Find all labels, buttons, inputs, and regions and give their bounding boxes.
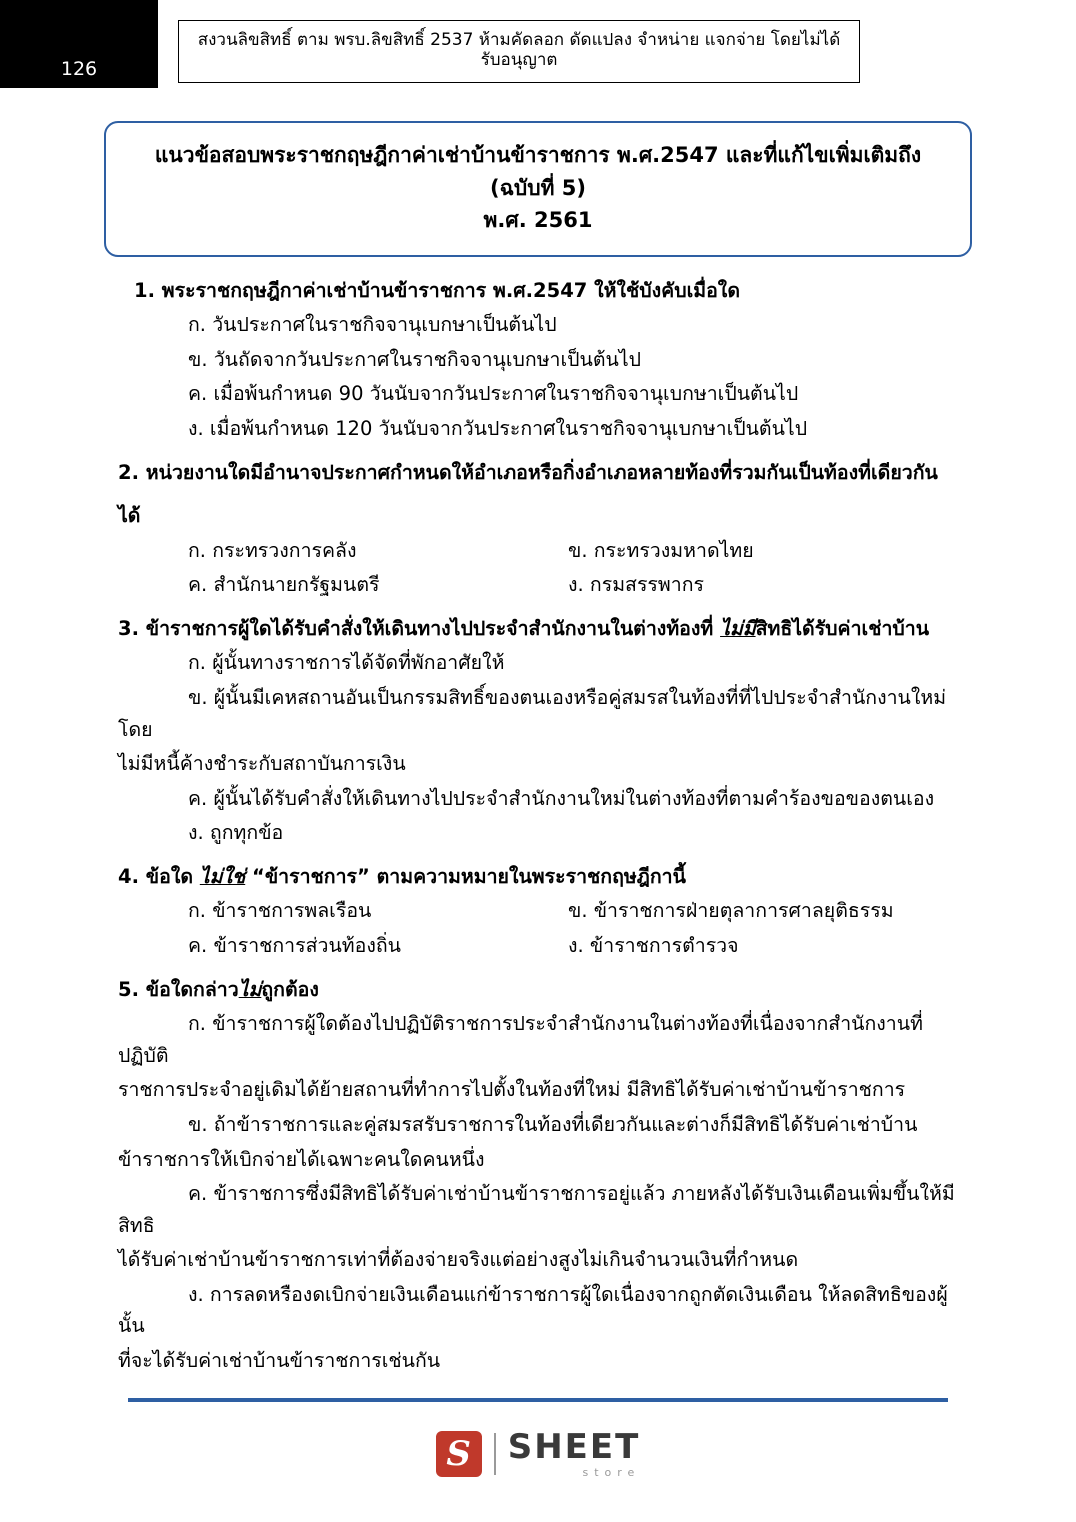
question-4-text-part3: ตามความหมายในพระราชกฤษฎีกานี้ (376, 864, 686, 888)
question-5-text-part2: ถูกต้อง (261, 977, 319, 1001)
question-3-option-a: ก. ผู้นั้นทางราชการได้จัดที่พักอาศัยให้ (188, 651, 505, 675)
question-1-option-b: ข. วันถัดจากวันประกาศในราชกิจจานุเบกษาเป็นต้นไป (188, 347, 642, 371)
question-2-text-line1: หน่วยงานใดมีอำนาจประกาศกำหนดให้อำเภอหรือกิ่งอำเภอหลายท้องที่รวมกันเป็นท้องที่เดียวกัน (145, 460, 938, 484)
question-3-option-b (118, 682, 958, 745)
question-5 (118, 974, 958, 1006)
question-2-option-a: ก. กระทรวงการคลัง (188, 538, 357, 562)
page-number: 126 (0, 0, 158, 88)
question-4-text-part1: ข้อใด (145, 864, 200, 888)
question-2-number: 2. (118, 460, 139, 484)
question-4-emphasis: ไม่ใช่ (199, 864, 246, 888)
question-3-option-b-line1: ข. ผู้นั้นมีเคหสถานอันเป็นกรรมสิทธิ์ของตนเองหรือคู่สมรสในท้องที่ที่ไปประจำสำนักงานใหม่โดย (118, 686, 947, 741)
question-3 (118, 613, 958, 645)
document-title (104, 121, 972, 257)
question-2-option-b: ข. กระทรวงมหาดไทย (568, 538, 754, 562)
question-1 (118, 275, 958, 307)
question-2-options-row-1 (118, 535, 958, 567)
question-2-option-d: ง. กรมสรรพากร (568, 573, 704, 597)
question-1-option-c: ค. เมื่อพ้นกำหนด 90 วันนับจากวันประกาศในราชกิจจานุเบกษาเป็นต้นไป (188, 382, 799, 406)
question-5-option-c-line2: ได้รับค่าเช่าบ้านข้าราชการเท่าที่ต้องจ่ายจริงแต่อย่างสูงไม่เกินจำนวนเงินที่กำหนด (118, 1248, 799, 1272)
question-2-option-c: ค. สำนักนายกรัฐมนตรี (188, 573, 380, 597)
question-2-text-line2: ได้ (118, 504, 141, 528)
question-5-option-b-line2: ข้าราชการให้เบิกจ่ายได้เฉพาะคนใดคนหนึ่ง (118, 1147, 485, 1171)
question-3-option-c: ค. ผู้นั้นได้รับคำสั่งให้เดินทางไปประจำสำนักงานใหม่ในต่างท้องที่ตามคำร้องขอของตนเอง (188, 786, 935, 810)
logo-subword: store (582, 1466, 641, 1479)
question-5-option-a: ก. ข้าราชการผู้ใดต้องไปปฏิบัติราชการประจำสำนักงานในต่างท้องที่เนื่องจากสำนักงานที่ปฏิบัติ (118, 1012, 923, 1067)
footer-logo (0, 1427, 1076, 1479)
question-2 (118, 457, 958, 489)
question-1-number: 1. (134, 278, 155, 302)
question-4-option-b: ข. ข้าราชการฝ่ายตุลาการศาลยุติธรรม (568, 899, 894, 923)
question-5-text-part1: ข้อใดกล่าว (145, 977, 239, 1001)
sheet-store-logo-icon: S (436, 1431, 482, 1477)
exam-questions (118, 275, 958, 1377)
question-3-option-b-line2: ไม่มีหนี้ค้างชำระกับสถาบันการเงิน (118, 752, 406, 776)
question-3-emphasis: ไม่มี (720, 616, 756, 640)
question-4-text-part2: “ข้าราชการ” (245, 864, 377, 888)
document-title-line1: แนวข้อสอบพระราชกฤษฎีกาค่าเช่าบ้านข้าราชการ พ.ศ.2547 และที่แก้ไขเพิ่มเติมถึง (ฉบับที่ 5) (154, 143, 922, 200)
question-3-text-part2: สิทธิได้รับค่าเช่าบ้าน (755, 616, 930, 640)
question-2-options-row-2 (118, 569, 958, 601)
question-5-option-c: ค. ข้าราชการซึ่งมีสิทธิได้รับค่าเช่าบ้านข้าราชการอยู่แล้ว ภายหลังได้รับเงินเดือนเพิ่มขึ้นให้มีสิทธิ (118, 1182, 955, 1237)
question-4-number: 4. (118, 864, 139, 888)
question-3-option-d: ง. ถูกทุกข้อ (188, 821, 284, 845)
page-header (0, 0, 1076, 95)
question-4 (118, 861, 958, 893)
question-5-option-a-line2: ราชการประจำอยู่เดิมได้ย้ายสถานที่ทำการไปตั้งในท้องที่ใหม่ มีสิทธิได้รับค่าเช่าบ้านข้าราชการ (118, 1078, 906, 1102)
question-5-option-d: ง. การลดหรืองดเบิกจ่ายเงินเดือนแก่ข้าราชการผู้ใดเนื่องจากถูกตัดเงินเดือน ให้ลดสิทธิของผู้นั้น (118, 1282, 948, 1338)
document-title-line2: พ.ศ. 2561 (483, 208, 593, 233)
question-4-option-c: ค. ข้าราชการส่วนท้องถิ่น (188, 934, 402, 958)
question-4-options-row-1 (118, 895, 958, 927)
question-5-option-b: ข. ถ้าข้าราชการและคู่สมรสรับราชการในท้องที่เดียวกันและต่างก็มีสิทธิได้รับค่าเช่าบ้าน (188, 1112, 918, 1136)
question-4-option-d: ง. ข้าราชการตำรวจ (568, 934, 739, 958)
logo-wordmark (507, 1427, 641, 1479)
question-5-number: 5. (118, 977, 139, 1001)
question-5-option-d-line2: ที่จะได้รับค่าเช่าบ้านข้าราชการเช่นกัน (118, 1348, 441, 1372)
question-5-emphasis: ไม่ (238, 977, 262, 1001)
question-3-number: 3. (118, 616, 139, 640)
logo-divider (494, 1433, 496, 1475)
question-1-option-d: ง. เมื่อพ้นกำหนด 120 วันนับจากวันประกาศในราชกิจจานุเบกษาเป็นต้นไป (188, 416, 808, 440)
question-1-option-a: ก. วันประกาศในราชกิจจานุเบกษาเป็นต้นไป (188, 313, 557, 337)
question-3-text-part1: ข้าราชการผู้ใดได้รับคำสั่งให้เดินทางไปประจำสำนักงานในต่างท้องที่ (145, 616, 721, 640)
footer-divider (128, 1398, 948, 1402)
copyright-notice: สงวนลิขสิทธิ์ ตาม พรบ.ลิขสิทธิ์ 2537 ห้ามคัดลอก ดัดแปลง จำหน่าย แจกจ่าย โดยไม่ได้รับอนุญาต (178, 20, 860, 83)
logo-word: SHEET (507, 1427, 641, 1467)
question-1-text: พระราชกฤษฎีกาค่าเช่าบ้านข้าราชการ พ.ศ.2547 ให้ใช้บังคับเมื่อใด (161, 278, 740, 302)
question-4-option-a: ก. ข้าราชการพลเรือน (188, 899, 372, 923)
question-4-options-row-2 (118, 930, 958, 962)
